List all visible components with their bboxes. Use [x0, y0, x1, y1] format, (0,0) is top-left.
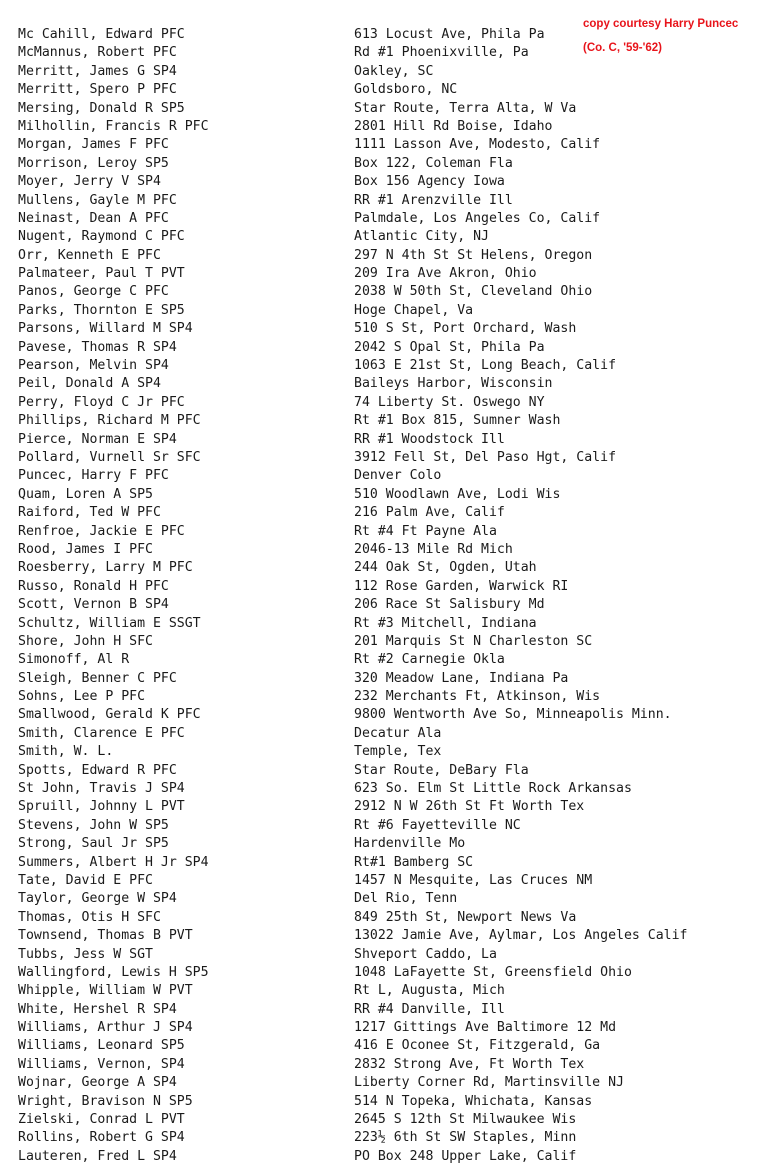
roster-row [0, 302, 759, 320]
roster-row [0, 118, 759, 136]
roster-row [0, 946, 759, 964]
soldier-address: Rd #1 Phoenixville, Pa [354, 45, 529, 61]
roster-row [0, 982, 759, 1000]
soldier-name-rank: White, Hershel R SP4 [18, 1001, 177, 1017]
roster-row [0, 247, 759, 265]
soldier-address: Star Route, DeBary Fla [354, 762, 529, 778]
soldier-address: RR #1 Woodstock Ill [354, 431, 505, 447]
soldier-address: Shveport Caddo, La [354, 946, 497, 962]
soldier-address: 2645 S 12th St Milwaukee Wis [354, 1112, 577, 1128]
roster-row [0, 670, 759, 688]
soldier-name-rank: Shore, John H SFC [18, 633, 153, 649]
roster-row [0, 136, 759, 154]
soldier-name-rank: Smith, Clarence E PFC [18, 725, 185, 741]
credit-line-2: (Co. C, '59-'62) [583, 42, 662, 54]
soldier-name-rank: Tubbs, Jess W SGT [18, 946, 153, 962]
roster-row [0, 817, 759, 835]
soldier-address: 2801 Hill Rd Boise, Idaho [354, 118, 553, 134]
soldier-address: Atlantic City, NJ [354, 229, 489, 245]
soldier-name-rank: Palmateer, Paul T PVT [18, 266, 185, 282]
soldier-address: 510 Woodlawn Ave, Lodi Wis [354, 486, 561, 502]
soldier-name-rank: Williams, Arthur J SP4 [18, 1020, 193, 1036]
roster-row [0, 780, 759, 798]
roster-list [0, 26, 759, 1166]
soldier-name-rank: Stevens, John W SP5 [18, 817, 169, 833]
soldier-name-rank: Renfroe, Jackie E PFC [18, 523, 185, 539]
roster-row [0, 265, 759, 283]
soldier-address: 1048 LaFayette St, Greensfield Ohio [354, 964, 632, 980]
soldier-address: 244 Oak St, Ogden, Utah [354, 560, 537, 576]
soldier-name-rank: Morrison, Leroy SP5 [18, 155, 169, 171]
soldier-name-rank: Taylor, George W SP4 [18, 891, 177, 907]
roster-row [0, 320, 759, 338]
roster-row [0, 578, 759, 596]
soldier-name-rank: Zielski, Conrad L PVT [18, 1112, 185, 1128]
roster-row [0, 633, 759, 651]
soldier-name-rank: Merritt, James G SP4 [18, 63, 177, 79]
soldier-name-rank: Wright, Bravison N SP5 [18, 1093, 193, 1109]
soldier-address: Baileys Harbor, Wisconsin [354, 376, 553, 392]
soldier-address: 1457 N Mesquite, Las Cruces NM [354, 872, 593, 888]
roster-row [0, 357, 759, 375]
soldier-name-rank: Tate, David E PFC [18, 872, 153, 888]
soldier-name-rank: Mersing, Donald R SP5 [18, 100, 185, 116]
roster-row [0, 44, 759, 62]
soldier-name-rank: Spotts, Edward R PFC [18, 762, 177, 778]
credit-line-1: copy courtesy Harry Puncec [583, 18, 739, 30]
roster-row [0, 155, 759, 173]
roster-row [0, 1093, 759, 1111]
roster-row [0, 412, 759, 430]
soldier-name-rank: Pearson, Melvin SP4 [18, 358, 169, 374]
roster-row [0, 798, 759, 816]
soldier-name-rank: Wallingford, Lewis H SP5 [18, 964, 209, 980]
roster-row [0, 1056, 759, 1074]
roster-row [0, 651, 759, 669]
soldier-address: 613 Locust Ave, Phila Pa [354, 27, 545, 42]
soldier-address: Del Rio, Tenn [354, 891, 458, 907]
soldier-address: Rt #3 Mitchell, Indiana [354, 615, 537, 631]
soldier-address: 1111 Lasson Ave, Modesto, Calif [354, 137, 601, 153]
soldier-name-rank: Panos, George C PFC [18, 284, 169, 300]
soldier-name-rank: Pierce, Norman E SP4 [18, 431, 177, 447]
soldier-address: 74 Liberty St. Oswego NY [354, 394, 545, 410]
soldier-name-rank: Peil, Donald A SP4 [18, 376, 161, 392]
soldier-name-rank: Nugent, Raymond C PFC [18, 229, 185, 245]
soldier-address: Hoge Chapel, Va [354, 302, 474, 318]
soldier-address: 320 Meadow Lane, Indiana Pa [354, 670, 569, 686]
soldier-address: 2038 W 50th St, Cleveland Ohio [354, 284, 593, 300]
soldier-name-rank: Spruill, Johnny L PVT [18, 799, 185, 815]
soldier-address: 13022 Jamie Ave, Aylmar, Los Angeles Calif [354, 928, 688, 944]
soldier-name-rank: Milhollin, Francis R PFC [18, 118, 209, 134]
soldier-address: 623 So. Elm St Little Rock Arkansas [354, 781, 632, 797]
soldier-name-rank: Williams, Leonard SP5 [18, 1038, 185, 1054]
soldier-name-rank: Simonoff, Al R [18, 652, 130, 668]
soldier-address: Rt #1 Box 815, Sumner Wash [354, 413, 561, 429]
soldier-address: RR #1 Arenzville Ill [354, 192, 513, 208]
soldier-address: 201 Marquis St N Charleston SC [354, 633, 593, 649]
roster-row [0, 1037, 759, 1055]
soldier-address: 416 E Oconee St, Fitzgerald, Ga [354, 1038, 601, 1054]
soldier-address: 232 Merchants Ft, Atkinson, Wis [354, 689, 601, 705]
roster-row [0, 523, 759, 541]
soldier-name-rank: Pavese, Thomas R SP4 [18, 339, 177, 355]
soldier-name-rank: Rood, James I PFC [18, 541, 153, 557]
soldier-name-rank: Neinast, Dean A PFC [18, 210, 169, 226]
roster-row [0, 81, 759, 99]
soldier-address: RR #4 Danville, Ill [354, 1001, 505, 1017]
soldier-name-rank: Parks, Thornton E SP5 [18, 302, 185, 318]
soldier-address: Star Route, Terra Alta, W Va [354, 100, 577, 116]
soldier-name-rank: Quam, Loren A SP5 [18, 486, 153, 502]
roster-row [0, 1001, 759, 1019]
soldier-address: 9800 Wentworth Ave So, Minneapolis Minn. [354, 707, 672, 723]
soldier-address: 3912 Fell St, Del Paso Hgt, Calif [354, 449, 617, 465]
roster-row [0, 596, 759, 614]
roster-row [0, 431, 759, 449]
soldier-name-rank: Mullens, Gayle M PFC [18, 192, 177, 208]
soldier-name-rank: Townsend, Thomas B PVT [18, 928, 193, 944]
soldier-name-rank: Mc Cahill, Edward PFC [18, 27, 185, 42]
soldier-name-rank: Roesberry, Larry M PFC [18, 560, 193, 576]
roster-row [0, 559, 759, 577]
soldier-address: PO Box 248 Upper Lake, Calif [354, 1148, 577, 1164]
soldier-name-rank: Merritt, Spero P PFC [18, 82, 177, 98]
roster-row [0, 1111, 759, 1129]
roster-row [0, 192, 759, 210]
soldier-address: Box 122, Coleman Fla [354, 155, 513, 171]
roster-row [0, 339, 759, 357]
soldier-address: 849 25th St, Newport News Va [354, 909, 577, 925]
soldier-address: Goldsboro, NC [354, 82, 458, 98]
soldier-name-rank: Phillips, Richard M PFC [18, 413, 201, 429]
soldier-address: 2042 S Opal St, Phila Pa [354, 339, 545, 355]
roster-row [0, 872, 759, 890]
soldier-address: 209 Ira Ave Akron, Ohio [354, 266, 537, 282]
roster-row [0, 1148, 759, 1166]
soldier-name-rank: Williams, Vernon, SP4 [18, 1056, 185, 1072]
soldier-name-rank: Morgan, James F PFC [18, 137, 169, 153]
roster-row [0, 210, 759, 228]
soldier-name-rank: Sleigh, Benner C PFC [18, 670, 177, 686]
roster-row [0, 100, 759, 118]
roster-row [0, 375, 759, 393]
soldier-address: 216 Palm Ave, Calif [354, 505, 505, 521]
roster-row [0, 541, 759, 559]
soldier-name-rank: Smallwood, Gerald K PFC [18, 707, 201, 723]
roster-row [0, 615, 759, 633]
soldier-name-rank: St John, Travis J SP4 [18, 781, 185, 797]
soldier-address: 1217 Gittings Ave Baltimore 12 Md [354, 1020, 617, 1036]
roster-row [0, 63, 759, 81]
roster-row [0, 283, 759, 301]
soldier-name-rank: Pollard, Vurnell Sr SFC [18, 449, 201, 465]
roster-row [0, 26, 759, 44]
roster-row [0, 486, 759, 504]
soldier-name-rank: Rollins, Robert G SP4 [18, 1130, 185, 1146]
soldier-name-rank: Wojnar, George A SP4 [18, 1075, 177, 1091]
soldier-name-rank: Perry, Floyd C Jr PFC [18, 394, 185, 410]
soldier-address: Rt #6 Fayetteville NC [354, 817, 521, 833]
soldier-name-rank: Summers, Albert H Jr SP4 [18, 854, 209, 870]
soldier-address: 2912 N W 26th St Ft Worth Tex [354, 799, 585, 815]
soldier-name-rank: Parsons, Willard M SP4 [18, 321, 193, 337]
soldier-name-rank: Scott, Vernon B SP4 [18, 597, 169, 613]
soldier-name-rank: Lauteren, Fred L SP4 [18, 1148, 177, 1164]
soldier-address: 297 N 4th St St Helens, Oregon [354, 247, 593, 263]
soldier-address: Denver Colo [354, 468, 442, 484]
soldier-address: 1063 E 21st St, Long Beach, Calif [354, 358, 617, 374]
roster-row [0, 1129, 759, 1147]
soldier-name-rank: Thomas, Otis H SFC [18, 909, 161, 925]
roster-row [0, 228, 759, 246]
roster-row [0, 688, 759, 706]
soldier-address: 510 S St, Port Orchard, Wash [354, 321, 577, 337]
roster-row [0, 706, 759, 724]
soldier-name-rank: Smith, W. L. [18, 744, 114, 760]
soldier-address: 2832 Strong Ave, Ft Worth Tex [354, 1056, 585, 1072]
roster-row [0, 854, 759, 872]
roster-row [0, 449, 759, 467]
soldier-name-rank: Whipple, William W PVT [18, 983, 193, 999]
soldier-address: Rt #4 Ft Payne Ala [354, 523, 497, 539]
soldier-address: Temple, Tex [354, 744, 442, 760]
roster-row [0, 467, 759, 485]
soldier-address: Rt#1 Bamberg SC [354, 854, 474, 870]
roster-row [0, 504, 759, 522]
soldier-address: Box 156 Agency Iowa [354, 174, 505, 190]
soldier-name-rank: Sohns, Lee P PFC [18, 689, 146, 705]
roster-row [0, 173, 759, 191]
soldier-name-rank: Schultz, William E SSGT [18, 615, 201, 631]
roster-row [0, 1074, 759, 1092]
roster-row [0, 890, 759, 908]
roster-row [0, 762, 759, 780]
soldier-address: Rt L, Augusta, Mich [354, 983, 505, 999]
soldier-name-rank: Orr, Kenneth E PFC [18, 247, 161, 263]
roster-row [0, 927, 759, 945]
roster-row [0, 743, 759, 761]
soldier-name-rank: Puncec, Harry F PFC [18, 468, 169, 484]
roster-row [0, 835, 759, 853]
soldier-address: 112 Rose Garden, Warwick RI [354, 578, 569, 594]
soldier-name-rank: Moyer, Jerry V SP4 [18, 174, 161, 190]
soldier-address: Oakley, SC [354, 63, 434, 79]
soldier-name-rank: Raiford, Ted W PFC [18, 505, 161, 521]
roster-row [0, 1019, 759, 1037]
soldier-address: Decatur Ala [354, 725, 442, 741]
soldier-address: Hardenville Mo [354, 836, 466, 852]
soldier-address: Rt #2 Carnegie Okla [354, 652, 505, 668]
soldier-address: Liberty Corner Rd, Martinsville NJ [354, 1075, 624, 1091]
soldier-address: 223½ 6th St SW Staples, Minn [354, 1130, 577, 1146]
soldier-address: Palmdale, Los Angeles Co, Calif [354, 210, 601, 226]
soldier-address: 206 Race St Salisbury Md [354, 597, 545, 613]
soldier-address: 2046-13 Mile Rd Mich [354, 541, 513, 557]
soldier-address: 514 N Topeka, Whichata, Kansas [354, 1093, 593, 1109]
roster-row [0, 909, 759, 927]
soldier-name-rank: Strong, Saul Jr SP5 [18, 836, 169, 852]
soldier-name-rank: McMannus, Robert PFC [18, 45, 177, 61]
soldier-name-rank: Russo, Ronald H PFC [18, 578, 169, 594]
roster-row [0, 964, 759, 982]
roster-row [0, 725, 759, 743]
roster-row [0, 394, 759, 412]
